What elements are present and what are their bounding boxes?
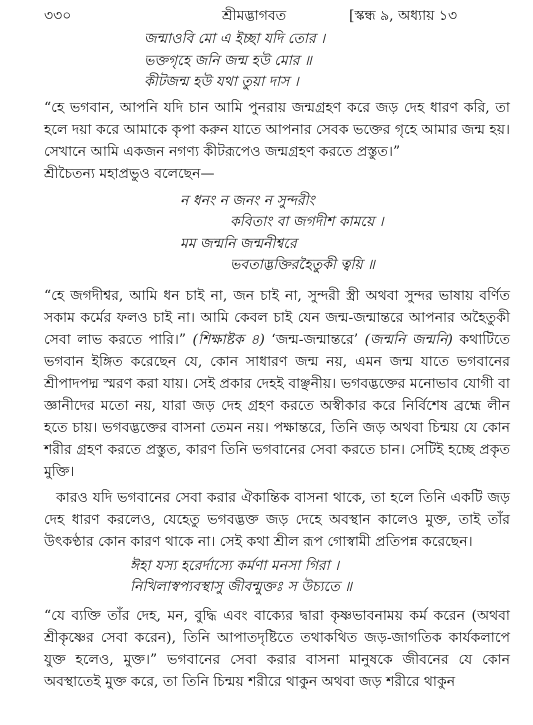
verse-line: ভবতাদ্ভক্তিরহৈতুকী ত্বয়ি ॥ — [230, 257, 375, 273]
page-number: ৩৩০ — [44, 8, 72, 24]
para-text: ‘জন্ম-জন্মান্তরে’ — [264, 331, 365, 348]
purport-paragraph-2 — [44, 285, 510, 483]
para-text: “হে জগদীশ্বর, আমি ধন চাই না, জন চাই না, সুন্দরী স্ত্রী অথবা সুন্দর ভাষায় বর্ণিত সকাম কর্মের ফলও চাই না। আমি কেবল চাই যেন জন্ম-জন্মান্তরে আপনার অহৈতুকী সেবা লাভ করতে পারি।” — [44, 287, 510, 348]
verse-line: ভক্তগৃহে জনি জন্ম হউ মোর ॥ — [144, 52, 312, 69]
sanskrit-term: (জন্মনি জন্মনি) — [364, 331, 453, 348]
verse-line: নিখিলাস্বপ্যবস্থাসু জীবন্মুক্তঃ স উচ্যতে ॥ — [130, 579, 353, 595]
quote-intro: শ্রীচৈতন্য মহাপ্রভুও বলেছেন— — [44, 165, 215, 182]
verse-line: মম জন্মনি জন্মনীশ্বরে — [180, 235, 297, 252]
page-body — [44, 29, 510, 693]
page-header — [44, 4, 523, 24]
verse-line: ঈহা যস্য হরের্দাস্যে কর্মণা মনসা গিরা । — [130, 557, 340, 574]
verse-line: কবিতাং বা জগদীশ কাময়ে । — [230, 214, 384, 230]
verse-block-2 — [44, 191, 510, 277]
verse-line: কীটজন্ম হউ যথা তুয়া দাস । — [144, 74, 299, 90]
book-title: শ্রীমদ্ভাগবত — [222, 8, 287, 24]
purport-paragraph-4: “যে ব্যক্তি তাঁর দেহ, মন, বুদ্ধি এবং বাক্যের দ্বারা কৃষ্ণভাবনাময় কর্ম করেন (অথবা শ্রীকৃষ্ণের সেবা করেন), তিনি আপাতদৃষ্টিতে তথাকথিত জড়-জাগতিক কার্যকলাপে যুক্ত হলেও, মুক্ত।” ভগবানের সেবা করার বাসনা মানুষকে জীবনের যে কোন অবস্থাতেই মুক্ত করে, তা তিনি চিন্ময় শরীরে থাকুন অথবা জড় শরীরে থাকুন — [44, 607, 510, 690]
verse-line: জন্মাওবি মো এ ইচ্ছা যদি তোর । — [144, 31, 326, 47]
verse-block-3 — [44, 556, 510, 599]
para-text: কথাটিতে ভগবান ইঙ্গিত করেছেন যে, কোন সাধারণ জন্ম নয়, এমন জন্ম যাতে ভগবানের শ্রীপাদপদ্ম স্মরণ করা যায়। সেই প্রকার দেহই বাঞ্ছনীয়। ভগবদ্ভক্তের মনোভাব যোগী বা জ্ঞানীদের মতো নয়, যারা জড় দেহ গ্রহণ করতে অস্বীকার করে নির্বিশেষ ব্রহ্মে লীন হতে চায়। ভগবদ্ভক্তের বাসনা তেমন নয়। পক্ষান্তরে, তিনি জড় অথবা চিন্ময় যে কোন শরীর গ্রহণ করতে প্রস্তুত, কারণ তিনি ভগবানের সেবা করতে চান। সেটিই হচ্ছে প্রকৃত মুক্তি। — [44, 331, 511, 480]
verse-line: ন ধনং ন জনং ন সুন্দরীং — [180, 192, 315, 209]
purport-paragraph-3: কারও যদি ভগবানের সেবা করার ঐকান্তিক বাসনা থাকে, তা হলে তিনি একটি জড় দেহ ধারণ করলেও, যেহেতু ভগবদ্ভক্ত জড় দেহে অবস্থান কালেও মুক্ত, তাই তাঁর উৎকণ্ঠার কোন কারণ থাকে না। সেই কথা শ্রীল রূপ গোস্বামী প্রতিপন্ন করেছেন। — [44, 489, 510, 550]
translation-paragraph-1: “হে ভগবান, আপনি যদি চান আমি পুনরায় জন্মগ্রহণ করে জড় দেহ ধারণ করি, তা হলে দয়া করে আমাকে কৃপা করুন যাতে আপনার সেবক ভক্তের গৃহে আমার জন্ম হয়। সেখানে আমি একজন নগণ্য কীটরূপেও জন্মগ্রহণ করতে প্রস্তুত।” — [44, 99, 510, 160]
citation: (শিক্ষাষ্টক ৪) — [192, 331, 265, 348]
chapter-reference: [স্কন্ধ ৯, অধ্যায় ১৩ — [349, 8, 458, 24]
verse-block-1 — [44, 29, 510, 94]
